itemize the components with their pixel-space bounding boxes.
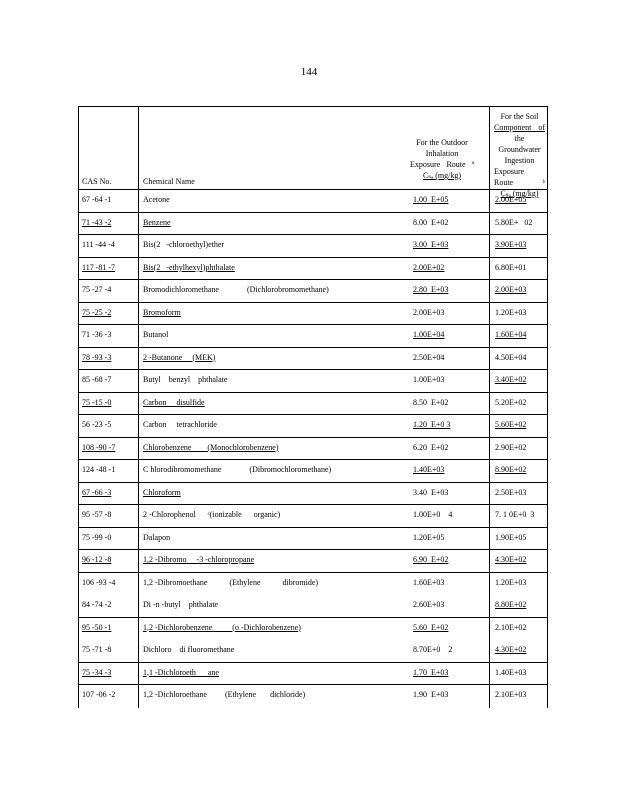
chemical-cell: 1,2 -Dichloroethane (Ethylene dichloride) <box>143 690 306 699</box>
table-row <box>79 482 549 504</box>
cas-cell: 111 -44 -4 <box>82 240 115 249</box>
groundwater-value-cell: 6.80E+01 <box>495 262 527 272</box>
header-divider <box>79 189 547 190</box>
chemical-cell: 1,2 -Dichlorobenzene (o -Dichlorobenzene) <box>143 622 301 632</box>
header-outdoor-inhalation <box>410 137 474 181</box>
groundwater-value-cell: 4.30E+02 <box>495 555 527 564</box>
cas-cell: 108 -90 -7 <box>82 442 116 452</box>
inhalation-value-cell: 1.00 E+05 <box>413 195 449 204</box>
cas-cell: 85 -68 -7 <box>82 375 112 384</box>
inhalation-value-cell: 1.40E+03 <box>413 465 445 474</box>
chemical-cell: Dalapon <box>143 532 171 542</box>
inhalation-value-cell: 2.60E+03 <box>413 600 445 609</box>
header-groundwater-ingestion <box>494 111 545 199</box>
header-line: Exposure Route ᵇ <box>494 167 545 187</box>
cas-cell: 75 -71 -8 <box>82 645 112 654</box>
row-divider <box>79 549 547 550</box>
groundwater-value-cell: 1.20E+03 <box>495 307 527 317</box>
groundwater-value-cell: 3.90E+03 <box>495 240 527 249</box>
groundwater-value-cell: 2.00E+05 <box>495 195 527 204</box>
inhalation-value-cell: 2.00E+03 <box>413 307 445 317</box>
cas-cell: 71 -43 -2 <box>82 217 112 227</box>
cas-cell: 75 -27 -4 <box>82 285 112 294</box>
inhalation-value-cell: 2.50E+04 <box>413 352 445 362</box>
table-row <box>79 189 549 211</box>
header-line: Inhalation <box>425 149 459 158</box>
cas-cell: 95 -50 -1 <box>82 622 112 632</box>
table-row <box>79 347 549 369</box>
cas-cell: 75 -25 -2 <box>82 307 112 317</box>
row-divider <box>79 414 547 415</box>
row-divider <box>79 279 547 280</box>
inhalation-value-cell: 6.20 E+02 <box>413 442 449 452</box>
header-line: Component of <box>494 123 545 132</box>
groundwater-value-cell: 2.00E+03 <box>495 285 527 294</box>
chemical-cell: Carbon tetrachloride <box>143 420 217 429</box>
chemical-cell: Di -n -butyl phthalate <box>143 600 219 609</box>
inhalation-value-cell: 5.60 E+02 <box>413 622 449 632</box>
inhalation-value-cell: 6.90 E+02 <box>413 555 449 564</box>
inhalation-value-cell: 1.00E+0 4 <box>413 510 453 519</box>
row-divider <box>79 527 547 528</box>
header-cas-no: CAS No. <box>82 177 112 186</box>
table-row <box>79 527 549 549</box>
chemical-cell: 2 -Butanone (MEK) <box>143 352 216 362</box>
inhalation-value-cell: 1.00E+03 <box>413 375 445 384</box>
chemical-cell: Bromodichloromethane (Dichlorobromomethane) <box>143 285 329 294</box>
groundwater-value-cell: 2.10E+03 <box>495 690 527 699</box>
chemical-cell: Butanol <box>143 330 169 339</box>
inhalation-value-cell: 1.20 E+0 3 <box>413 420 451 429</box>
table-row <box>79 639 549 661</box>
row-divider <box>79 302 547 303</box>
chemical-cell: 1,1 -Dichloroeth ane <box>143 667 219 677</box>
chemical-cell: Carbon disulfide <box>143 397 205 407</box>
header-line: Cₛₐ (mg/kg) <box>500 189 539 198</box>
row-divider <box>79 662 547 663</box>
header-line: Cₛₐ (mg/kg) <box>423 171 461 180</box>
table-row <box>79 662 549 684</box>
chemical-cell: Bis(2 -ethylhexyl)phthalate <box>143 262 235 272</box>
cas-cell: 106 -93 -4 <box>82 577 116 587</box>
inhalation-value-cell: 8.00 E+02 <box>413 217 449 227</box>
row-divider <box>79 504 547 505</box>
groundwater-value-cell: 1.40E+03 <box>495 667 527 677</box>
groundwater-value-cell: 5.20E+02 <box>495 397 527 407</box>
table-row <box>79 257 549 279</box>
row-divider <box>79 324 547 325</box>
cas-cell: 75 -15 -0 <box>82 397 112 407</box>
chemical-cell: 1,2 -Dibromo -3 -chloropropane <box>143 555 255 564</box>
header-line: Exposure Route ª <box>410 160 474 169</box>
cas-cell: 107 -06 -2 <box>82 690 116 699</box>
cas-cell: 96 -12 -8 <box>82 555 112 564</box>
row-divider <box>79 437 547 438</box>
table-row <box>79 572 549 594</box>
row-divider <box>79 369 547 370</box>
row-divider <box>79 257 547 258</box>
groundwater-value-cell: 8.80E+02 <box>495 600 527 609</box>
chemical-table <box>78 106 548 708</box>
groundwater-value-cell: 4.50E+04 <box>495 352 527 362</box>
chemical-cell: Chlorobenzene (Monochlorobenzene) <box>143 442 279 452</box>
table-row <box>79 302 549 324</box>
chemical-cell: Acetone <box>143 195 170 204</box>
inhalation-value-cell: 1.60E+03 <box>413 577 445 587</box>
groundwater-value-cell: 5.80E+ 02 <box>495 217 533 227</box>
table-row <box>79 392 549 414</box>
groundwater-value-cell: 7. 1 0E+0 3 <box>495 510 535 519</box>
header-chemical-name: Chemical Name <box>143 177 195 186</box>
table-row <box>79 234 549 256</box>
cas-cell: 75 -99 -0 <box>82 532 112 542</box>
inhalation-value-cell: 2.00E+02 <box>413 262 445 272</box>
inhalation-value-cell: 3.40 E+03 <box>413 487 449 497</box>
groundwater-value-cell: 2.50E+03 <box>495 487 527 497</box>
inhalation-value-cell: 1.70 E+03 <box>413 667 449 677</box>
groundwater-value-cell: 1.20E+03 <box>495 577 527 587</box>
groundwater-value-cell: 1.60E+04 <box>495 330 527 339</box>
chemical-cell: Bis(2 -chloroethyl)ether <box>143 240 225 249</box>
cas-cell: 124 -48 -1 <box>82 465 116 474</box>
cas-cell: 71 -36 -3 <box>82 330 112 339</box>
row-divider <box>79 392 547 393</box>
row-divider <box>79 482 547 483</box>
table-row <box>79 617 549 639</box>
table-row <box>79 437 549 459</box>
row-divider <box>79 459 547 460</box>
header-line: For the Soil <box>500 112 539 121</box>
groundwater-value-cell: 5.60E+02 <box>495 420 527 429</box>
row-divider <box>79 234 547 235</box>
inhalation-value-cell: 2.80 E+03 <box>413 285 449 294</box>
table-row <box>79 459 549 481</box>
inhalation-value-cell: 3.00 E+03 <box>413 240 449 249</box>
table-row <box>79 594 549 616</box>
inhalation-value-cell: 8.70E+0 2 <box>413 645 453 654</box>
cas-cell: 117 -81 -7 <box>82 262 116 272</box>
cas-cell: 95 -57 -8 <box>82 510 112 519</box>
inhalation-value-cell: 8.50 E+02 <box>413 397 449 407</box>
table-row <box>79 414 549 436</box>
row-divider <box>79 684 547 685</box>
table-row <box>79 504 549 526</box>
chemical-cell: Bromoform <box>143 307 181 317</box>
chemical-cell: Dichloro di fluoromethane <box>143 645 235 654</box>
row-divider <box>79 212 547 213</box>
cas-cell: 67 -66 -3 <box>82 487 112 497</box>
groundwater-value-cell: 2.10E+02 <box>495 622 527 632</box>
groundwater-value-cell: 3.40E+02 <box>495 375 527 384</box>
row-divider <box>79 572 547 573</box>
groundwater-value-cell: 8.90E+02 <box>495 465 527 474</box>
table-row <box>79 212 549 234</box>
inhalation-value-cell: 1.00E+04 <box>413 330 445 339</box>
groundwater-value-cell: 4.30E+02 <box>495 645 527 654</box>
table-row <box>79 684 549 706</box>
inhalation-value-cell: 1.20E+05 <box>413 532 445 542</box>
cas-cell: 75 -34 -3 <box>82 667 112 677</box>
cas-cell: 78 -93 -3 <box>82 352 112 362</box>
row-divider <box>79 617 547 618</box>
groundwater-value-cell: 2.90E+02 <box>495 442 527 452</box>
table-row <box>79 279 549 301</box>
page-number: 144 <box>300 66 318 78</box>
table-row <box>79 369 549 391</box>
chemical-cell: Butyl benzyl phthalate <box>143 375 228 384</box>
chemical-cell: C hlorodibromomethane (Dibromochloromethane) <box>143 465 332 474</box>
header-line: For the Outdoor <box>416 138 468 147</box>
chemical-cell: Benzene <box>143 217 171 227</box>
chemical-cell: 2 -Chlorophenol ᶜ(ionizable organic) <box>143 510 281 519</box>
header-line: Ingestion <box>504 156 535 165</box>
cas-cell: 84 -74 -2 <box>82 600 112 609</box>
inhalation-value-cell: 1.90 E+03 <box>413 690 449 699</box>
table-row <box>79 549 549 571</box>
row-divider <box>79 347 547 348</box>
chemical-cell: 1,2 -Dibromoethane (Ethylene dibromide) <box>143 577 319 587</box>
table-row <box>79 324 549 346</box>
cas-cell: 67 -64 -1 <box>82 195 112 204</box>
chemical-cell: Chloroform <box>143 487 181 497</box>
cas-cell: 56 -23 -5 <box>82 420 112 429</box>
groundwater-value-cell: 1.90E+05 <box>495 532 527 542</box>
header-line: the Groundwater <box>498 134 541 154</box>
